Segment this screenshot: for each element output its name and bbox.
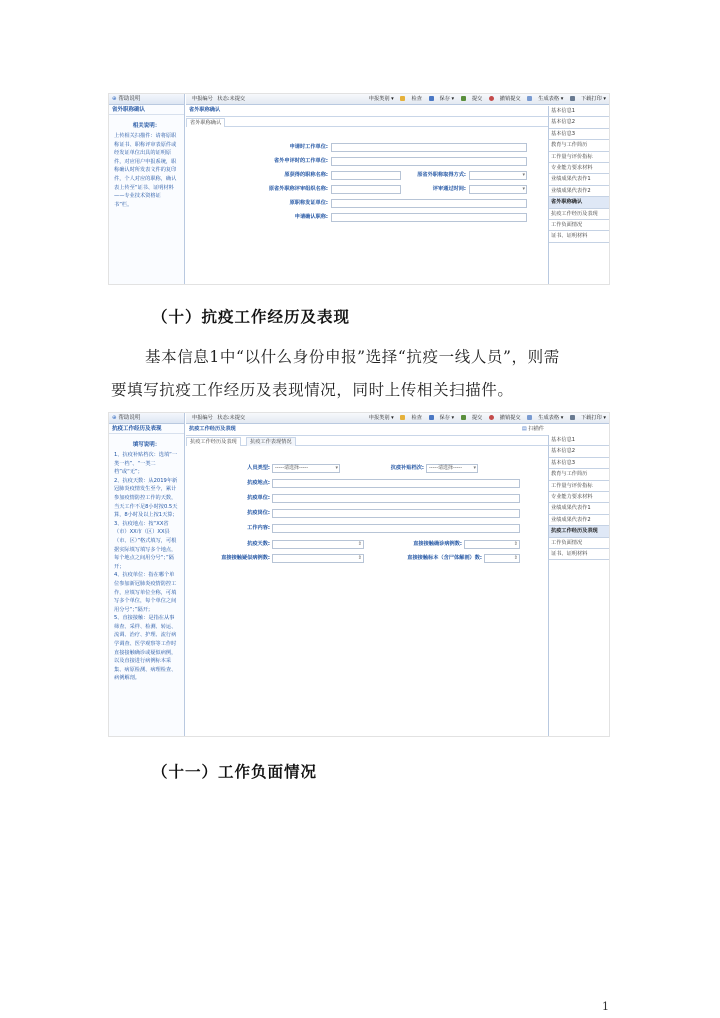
nav-item-negative[interactable]: 工作负面情况: [549, 220, 609, 231]
help-title: 填写说明：: [132, 442, 161, 448]
location-label: 抗疫地点:: [247, 480, 270, 486]
nav-item-workload[interactable]: 工作量与评价指标: [549, 152, 609, 163]
unit-input[interactable]: [272, 494, 520, 503]
suspected-cases-label: 直接接触疑似病例数:: [221, 555, 270, 561]
table-icon: [527, 415, 532, 420]
nav-item-antiepidemic[interactable]: 抗疫工作经历及表现: [549, 209, 609, 220]
content-input[interactable]: [272, 524, 520, 533]
subsidy-level-select[interactable]: -----请选择----- ▾: [426, 464, 478, 473]
nav-item-ability[interactable]: 专业能力要求材料: [549, 492, 609, 503]
province-unit-label: 省外申评时的工作单位:: [274, 158, 328, 164]
help-panel: [109, 413, 185, 736]
application-id-label: 申报编号: [192, 96, 213, 102]
person-type-label: 人员类型:: [247, 465, 270, 471]
nav-item-workload[interactable]: 工作量与评价指标: [549, 481, 609, 492]
original-title-input[interactable]: [331, 171, 401, 180]
help-panel: [109, 94, 185, 284]
nav-item-provincial-confirmation[interactable]: 省外职称确认: [549, 197, 609, 208]
nav-item-certificates[interactable]: 证书、证明材料: [549, 231, 609, 242]
pass-time-label: 评审通过时间:: [432, 186, 466, 192]
issuing-unit-input[interactable]: [331, 199, 527, 208]
current-unit-label: 申请时工作单位:: [289, 144, 328, 150]
samples-label: 直接接触标本（含尸体解剖）数:: [407, 555, 482, 561]
help-icon: ⊕: [112, 96, 117, 102]
nav-item-basic-info-3[interactable]: 基本信息3: [549, 129, 609, 140]
status-label: 状态:未提交: [217, 415, 246, 421]
pass-time-select[interactable]: [469, 185, 527, 194]
location-input[interactable]: [272, 479, 520, 488]
nav-item-achievement-1[interactable]: 业绩成果代表作1: [549, 503, 609, 514]
issuing-unit-label: 原职称发证单位:: [289, 200, 328, 206]
content-label: 工作内容:: [247, 525, 270, 531]
help-header: ⊕ 帮助说明: [109, 94, 184, 105]
nav-item-basic-info-1[interactable]: 基本信息1: [549, 435, 609, 446]
tab-provincial-confirmation[interactable]: 省外职称确认: [186, 118, 225, 127]
section-nav: [548, 106, 609, 284]
submit-icon: [461, 415, 466, 420]
suspected-cases-input[interactable]: [272, 554, 364, 563]
confirmed-cases-input[interactable]: [464, 540, 520, 549]
page-number: 1: [602, 1000, 609, 1013]
nav-item-ability[interactable]: 专业能力要求材料: [549, 163, 609, 174]
post-input[interactable]: [272, 509, 520, 518]
help-text: 1、抗疫补贴档次：选填“一类一档”、“一类二档”或“无”； 2、抗疫天数：从2019年新冠肺炎疫情发生至今，累计参加疫情防控工作的天数，当天工作不足8小时按0.5天算，8小时及以上按1天算； 3、抗疫地点：按“XX省（市）XX市（区）XX县（市、区）”格式填写，可根据实际填写填写多个地点，每个地点之间用分号“；”隔开； 4、抗疫单位：指在哪个单位参加新冠肺炎疫情防控工作，应填写单位全称，可填写多个单位，每个单位之间用分号“；”隔开； 5、直接接触：是指在从事筛查、采样、检测、转运、流调、治疗、护理、流行病学调查、医学观察等工作时直接接触确诊或疑似病例，以及直接进行病例标本采集、病原检测、病理检查、病例解剖。: [114, 452, 178, 682]
section-subheader: 省外职称确认: [189, 107, 221, 113]
help-subheader: 省外职称确认: [109, 105, 184, 115]
province-unit-input[interactable]: [331, 157, 527, 166]
save-icon: [429, 415, 434, 420]
confirmed-cases-label: 直接接触确诊病例数:: [413, 541, 462, 547]
save-icon: [429, 96, 434, 101]
form-area: [186, 116, 548, 284]
generate-button[interactable]: 生成表格 ▾: [527, 415, 563, 421]
nav-item-basic-info-2[interactable]: 基本信息2: [549, 446, 609, 457]
check-icon: [400, 96, 405, 101]
help-icon: ⊕: [112, 415, 117, 421]
review-committee-label: 原省外职称评审组织名称:: [268, 186, 328, 192]
table-icon: [527, 96, 532, 101]
download-button[interactable]: 下载打印 ▾: [570, 96, 606, 102]
apply-title-input[interactable]: [331, 213, 527, 222]
days-label: 抗疫天数:: [247, 541, 270, 547]
check-button[interactable]: 检查: [400, 96, 421, 102]
revoke-icon: [489, 415, 494, 420]
section-10-paragraph-line-1: 基本信息1中“以什么身份申报”选择“抗疫一线人员”，则需: [145, 348, 560, 366]
print-icon: [570, 415, 575, 420]
help-subheader: 抗疫工作经历及表现: [109, 424, 184, 434]
nav-item-basic-info-3[interactable]: 基本信息3: [549, 458, 609, 469]
section-subheader: 抗疫工作经历及表现: [189, 426, 236, 432]
unit-label: 抗疫单位:: [247, 495, 270, 501]
section-10-paragraph-line-2: 要填写抗疫工作经历及表现情况，同时上传相关扫描件。: [111, 381, 514, 399]
nav-item-education[interactable]: 教育与工作简历: [549, 140, 609, 151]
days-input[interactable]: [272, 540, 364, 549]
save-button[interactable]: 保存 ▾: [429, 96, 455, 102]
toolbar: [186, 413, 609, 424]
status-label: 状态:未提交: [217, 96, 246, 102]
nav-item-basic-info-1[interactable]: 基本信息1: [549, 106, 609, 117]
check-icon: [400, 415, 405, 420]
toolbar: [186, 94, 609, 105]
nav-item-achievement-1[interactable]: 业绩成果代表作1: [549, 174, 609, 185]
apply-title-label: 申请确认职称:: [294, 214, 328, 220]
nav-item-negative[interactable]: 工作负面情况: [549, 538, 609, 549]
post-label: 抗疫岗位:: [247, 510, 270, 516]
help-title: 相关说明：: [132, 123, 161, 129]
help-header: ⊕ 帮助说明: [109, 413, 184, 424]
scan-icon: ▤: [521, 426, 527, 432]
obtain-method-label: 原省外职称取得方式:: [417, 172, 466, 178]
nav-item-education[interactable]: 教育与工作简历: [549, 469, 609, 480]
submit-icon: [461, 96, 466, 101]
section-nav: [548, 435, 609, 736]
person-type-select[interactable]: -----请选择----- ▾: [272, 464, 340, 473]
revoke-icon: [489, 96, 494, 101]
revoke-button[interactable]: 撤销提交: [489, 415, 521, 421]
save-button[interactable]: 保存 ▾: [429, 415, 455, 421]
samples-input[interactable]: [484, 554, 520, 563]
tab-antiepidemic-experience[interactable]: 抗疫工作经历及表现: [186, 437, 241, 446]
screenshot-provincial-title-confirmation: [108, 93, 610, 285]
generate-button[interactable]: 生成表格 ▾: [527, 96, 563, 102]
download-button[interactable]: 下载打印 ▾: [570, 415, 606, 421]
main-panel: [186, 94, 609, 284]
category-dropdown[interactable]: 申报类别 ▾: [368, 96, 394, 102]
obtain-method-select[interactable]: [469, 171, 527, 180]
check-button[interactable]: 检查: [400, 415, 421, 421]
section-11-heading: （十一）工作负面情况: [152, 762, 318, 781]
print-icon: [570, 96, 575, 101]
nav-item-basic-info-2[interactable]: 基本信息2: [549, 117, 609, 128]
revoke-button[interactable]: 撤销提交: [489, 96, 521, 102]
review-committee-input[interactable]: [331, 185, 401, 194]
nav-item-certificates[interactable]: 证书、证明材料: [549, 549, 609, 560]
nav-item-achievement-2[interactable]: 业绩成果代表作2: [549, 186, 609, 197]
original-title-label: 原获得的职称名称:: [284, 172, 328, 178]
category-dropdown[interactable]: 申报类别 ▾: [368, 415, 394, 421]
application-id-label: 申报编号: [192, 415, 213, 421]
submit-button[interactable]: 提交: [461, 415, 482, 421]
current-unit-input[interactable]: [331, 143, 527, 152]
nav-item-antiepidemic[interactable]: 抗疫工作经历及表现: [549, 526, 609, 537]
screenshot-antiepidemic-form: [108, 412, 610, 737]
nav-item-achievement-2[interactable]: 业绩成果代表作2: [549, 515, 609, 526]
subsidy-level-label: 抗疫补贴档次:: [390, 465, 424, 471]
submit-button[interactable]: 提交: [461, 96, 482, 102]
form-area: [186, 435, 548, 736]
scan-button[interactable]: ▤ 扫描件: [521, 426, 544, 432]
tab-antiepidemic-performance[interactable]: 抗疫工作表现情况: [246, 437, 296, 446]
help-text: 上传相关扫描件：请将原职称证书、职称评审表原件或经发证单位出具的证明原件，对应用户申报系统，职称确认时所发表文件的复印件，个人对应的职称，确认表上传至“证书、证明材料——专业技术资格证书”栏。: [114, 133, 177, 208]
section-10-heading: （十）抗疫工作经历及表现: [152, 307, 351, 326]
main-panel: [186, 413, 609, 736]
